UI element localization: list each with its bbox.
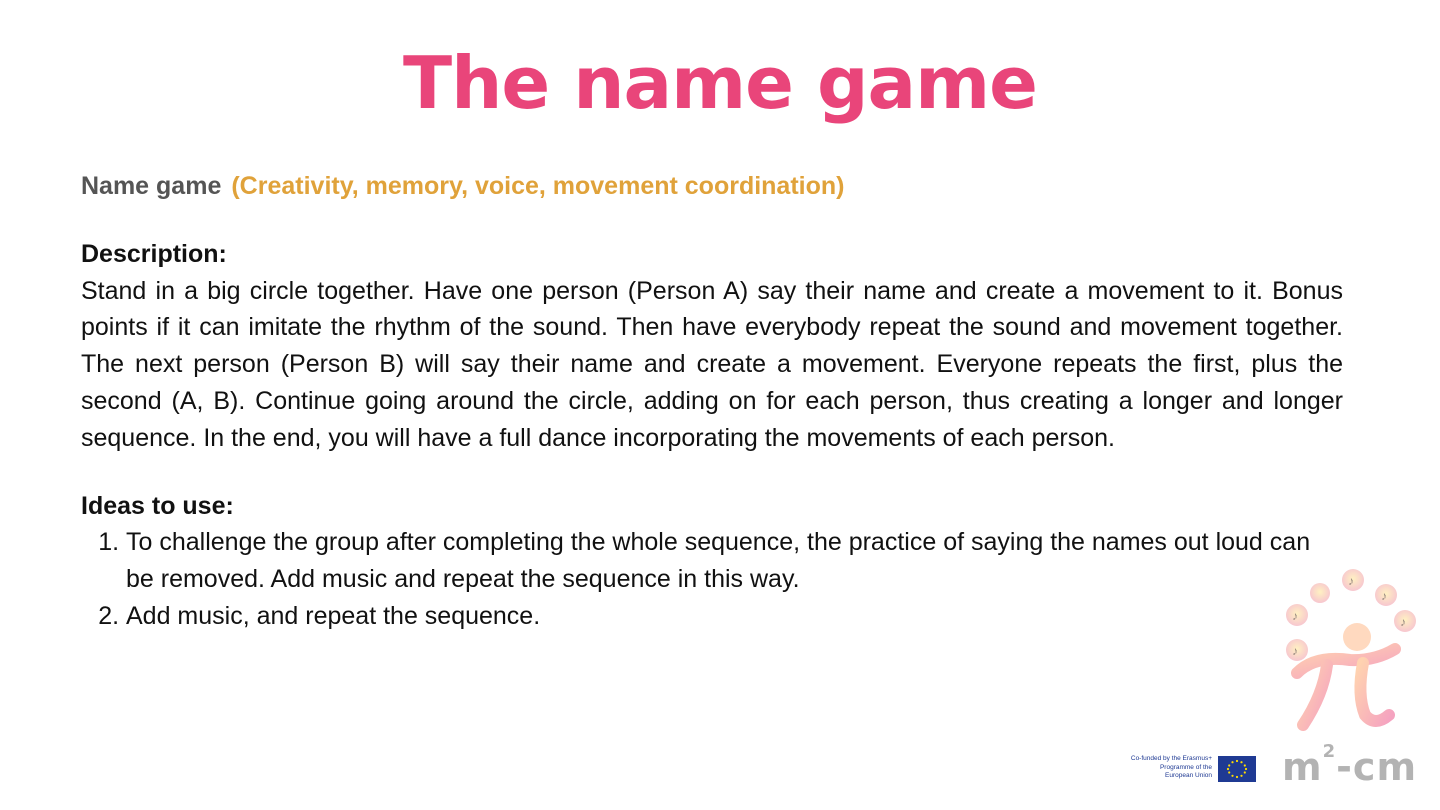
- music-note-icon: [1286, 639, 1308, 661]
- music-note-icon: [1394, 610, 1416, 632]
- music-note-icon: [1310, 583, 1330, 603]
- music-note-icon: [1342, 569, 1364, 591]
- brand-tail: -cm: [1336, 745, 1418, 789]
- eu-cofunded-text: Co-funded by the Erasmus+ Programme of the European Union: [1130, 755, 1212, 779]
- brand-superscript: 2: [1322, 741, 1337, 762]
- brand-wordmark: [1282, 741, 1418, 789]
- ideas-label: Ideas to use:: [81, 491, 234, 520]
- svg-text:♪: ♪: [1381, 589, 1387, 603]
- description-text: Stand in a big circle together. Have one person (Person A) say their name and create a movement to it. Bonus points if it can imitate the rhythm of the sound. Then have everybody repeat the sound and movement together. The next person (Person B) will say their name and create a movement. Everyone repeats the first, plus the second (A, B). Continue going around the circle, adding on for each person, thus creating a longer and longer sequence. In the end, you will have a full dance incorporating the movements of each person.: [81, 276, 1343, 452]
- logo-head: [1343, 623, 1371, 651]
- ideas-list: [81, 524, 1343, 634]
- activity-skills: (Creativity, memory, voice, movement coordination): [231, 172, 845, 200]
- svg-text:♪: ♪: [1400, 615, 1406, 629]
- eu-flag-icon: [1218, 756, 1256, 782]
- svg-text:♪: ♪: [1292, 644, 1298, 658]
- idea-item: 2. Add music, and repeat the sequence.: [126, 598, 1343, 635]
- main-content: [81, 168, 1343, 635]
- activity-name: Name game: [81, 172, 222, 200]
- music-note-icon: [1375, 584, 1397, 606]
- eu-cofunded-badge: [1130, 755, 1256, 783]
- pi-music-logo: [1275, 565, 1425, 735]
- activity-subheading: [81, 168, 1343, 205]
- svg-text:♪: ♪: [1348, 574, 1354, 588]
- music-note-icon: [1286, 604, 1308, 626]
- brand-main: m: [1282, 745, 1323, 789]
- page-title: The name game: [402, 41, 1037, 125]
- pi-symbol: [1297, 649, 1395, 725]
- svg-text:♪: ♪: [1292, 609, 1298, 623]
- description-label: Description:: [81, 239, 227, 268]
- idea-item: 1. To challenge the group after completing the whole sequence, the practice of saying the names out loud can be removed. Add music and repeat the sequence in this way.: [126, 524, 1343, 598]
